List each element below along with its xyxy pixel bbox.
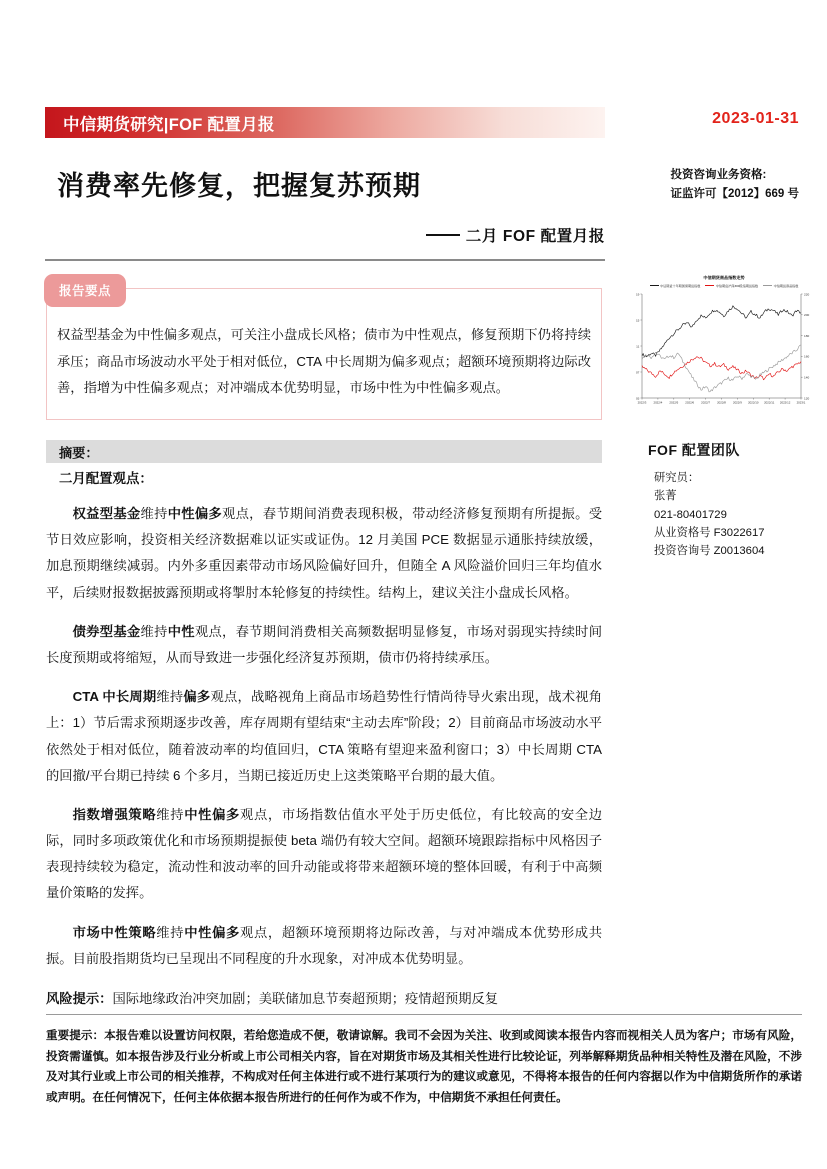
svg-text:03: 03: [635, 396, 640, 401]
svg-text:2022/6: 2022/6: [685, 400, 695, 405]
paragraph-body-equity-fund: 观点，春节期间消费表现积极，带动经济修复预期有所提振。受节日效应影响，投资相关经济数据难以证实或证伪。12 月美国 PCE 数据显示通胀持续放缓，加息预期继续减弱。内外多重因素带动市场风险偏好回升，但随全 A 风险溢价回归三年均值水平，后续财报数据披露预期或将掣肘本轮修复的持续性。结构上，建议关注小盘成长风格。: [46, 506, 603, 600]
chart-legend-label-0: 中证期货十年期国债期货指数: [660, 284, 701, 288]
team-practice-license: 从业资格号 F3022617: [654, 526, 765, 539]
subtitle-row: [57, 224, 605, 246]
chart-legend-item-1: [705, 283, 758, 288]
paragraph-market-neutral: [46, 920, 602, 972]
header-banner: [45, 107, 605, 138]
paragraph-lead-cta-medium-long: CTA 中长周期: [72, 689, 157, 705]
team-role-label: 研究员：: [654, 472, 700, 484]
paragraph-body-index-enhancement: 观点，市场指数估值水平处于历史低位，有比较高的安全边际，同时多项政策优化和市场预期提振使 beta 端仍有较大空间。超额环境跟踪指标中风格因子表现持续较为稳定，流动性和波动率的回升动能或将带来超额环境的整体回暖，有利于中高频量价策略的发挥。: [46, 806, 603, 901]
chart-legend-item-2: [763, 283, 798, 288]
svg-text:160: 160: [804, 354, 810, 359]
chart-legend-swatch-0: [650, 285, 659, 286]
paragraph-emphasis-bond-fund: 中性: [167, 623, 195, 639]
svg-text:2022/12: 2022/12: [779, 400, 791, 405]
report-highlights-badge: 报告要点: [44, 274, 126, 307]
svg-text:2022/10: 2022/10: [748, 400, 759, 405]
svg-text:2022/8: 2022/8: [717, 400, 726, 405]
footer-divider: [46, 1014, 802, 1015]
svg-text:180: 180: [804, 333, 810, 338]
paragraph-connector-cta-medium-long: 维持: [156, 689, 184, 705]
chart-legend-label-1: 中信期货沪深300股指期货指数: [715, 284, 759, 288]
paragraph-list: [46, 501, 602, 972]
commodity-index-chart: [625, 272, 823, 420]
paragraph-body-bond-fund: 观点，春节期间消费相关高频数据明显修复，市场对弱现实持续时间长度预期或将缩短，从而导致进一步强化经济复苏预期，债市仍将持续承压。: [46, 623, 603, 665]
fof-team-details: [654, 469, 823, 560]
paragraph-connector-bond-fund: 维持: [140, 623, 168, 639]
risk-warning-label: 风险提示：: [46, 991, 113, 1006]
svg-text:2022/7: 2022/7: [701, 400, 711, 405]
svg-text:2022/9: 2022/9: [732, 400, 742, 405]
paragraph-emphasis-index-enhancement: 中性偏多: [184, 806, 240, 822]
svg-text:2022/11: 2022/11: [764, 400, 775, 405]
svg-text:200: 200: [804, 313, 810, 318]
chart-svg: [625, 290, 823, 412]
chart-title: 中信期货商品指数走势: [703, 275, 745, 281]
team-phone: 021-80401729: [654, 508, 727, 521]
paragraph-bond-fund: [46, 619, 602, 671]
paragraph-lead-index-enhancement: 指数增强策略: [72, 806, 157, 822]
risk-warning-text: 国际地缘政治冲突加剧；美联储加息节奏超预期；疫情超预期反复: [112, 991, 499, 1006]
subtitle-dash-icon: [426, 234, 460, 236]
paragraph-lead-equity-fund: 权益型基金: [72, 506, 141, 521]
risk-warning: [46, 986, 602, 1012]
chart-plot-area: [625, 290, 823, 412]
qualification-line-1: 投资咨询业务资格:: [670, 169, 767, 181]
abstract-header-label: 摘要：: [59, 445, 99, 460]
qualification-line-2: 证监许可【2012】669 号: [670, 187, 799, 200]
paragraph-lead-bond-fund: 债券型基金: [72, 623, 141, 639]
svg-text:2022/3: 2022/3: [637, 400, 647, 405]
paragraph-connector-index-enhancement: 维持: [156, 806, 185, 822]
svg-text:11: 11: [636, 344, 640, 349]
chart-legend-label-2: 中信期货商品指数: [773, 284, 799, 288]
team-advisory-license: 投资咨询号 Z0013604: [654, 545, 765, 558]
svg-text:140: 140: [804, 375, 810, 380]
svg-text:2023/1: 2023/1: [796, 400, 806, 405]
paragraph-equity-fund: [46, 501, 602, 606]
fof-team-panel: [648, 440, 823, 560]
paragraph-emphasis-equity-fund: 中性偏多: [167, 506, 223, 521]
svg-text:2022/5: 2022/5: [669, 400, 679, 405]
chart-legend-swatch-2: [763, 285, 772, 286]
svg-text:120: 120: [804, 396, 810, 401]
qualification-block: [671, 166, 799, 204]
report-highlights-text: 权益型基金为中性偏多观点，可关注小盘成长风格；债市为中性观点，修复预期下仍将持续承压；商品市场波动水平处于相对低位，CTA 中长周期为偏多观点；超额环境预期将边际改善，指增为中性偏多观点；对冲端成本优势明显，市场中性为中性偏多观点。: [57, 327, 591, 396]
report-date: 2023-01-31: [712, 110, 799, 127]
team-researcher-name: 张菁: [654, 490, 677, 503]
title-divider: [45, 259, 605, 261]
header-banner-label: 中信期货研究|FOF 配置月报: [63, 115, 275, 134]
svg-text:15: 15: [635, 318, 640, 323]
fof-team-title: FOF 配置团队: [648, 442, 740, 458]
chart-legend-item-0: [650, 283, 701, 288]
abstract-header-bar: [46, 440, 602, 463]
page-title: 消费率先修复，把握复苏预期: [57, 171, 421, 201]
svg-text:220: 220: [804, 292, 810, 297]
page-subtitle: 二月 FOF 配置月报: [465, 228, 605, 245]
paragraph-emphasis-cta-medium-long: 偏多: [183, 689, 211, 705]
svg-text:19: 19: [635, 292, 640, 297]
paragraph-cta-medium-long: [46, 684, 602, 789]
paragraph-connector-market-neutral: 维持: [156, 924, 185, 940]
paragraph-body-cta-medium-long: 观点，战略视角上商品市场趋势性行情尚待导火索出现，战术视角上：1）节后需求预期逐步改善，库存周期有望结束“主动去库”阶段；2）目前商品市场波动水平依然处于相对低位，随着波动率的均值回归，CTA 策略有望迎来盈利窗口；3）中长周期 CTA 的回撤/平台期已持续 6 个多月，当期已接近历史上这类策略平台期的最大值。: [46, 689, 603, 783]
chart-legend-swatch-1: [705, 285, 714, 286]
svg-text:07: 07: [635, 370, 640, 375]
chart-legend: [625, 283, 823, 288]
paragraph-connector-equity-fund: 维持: [140, 506, 168, 521]
main-content: [46, 468, 602, 1012]
section-heading-february-view: 二月配置观点：: [59, 471, 153, 486]
paragraph-emphasis-market-neutral: 中性偏多: [184, 924, 240, 940]
footer-disclaimer: 重要提示：本报告难以设置访问权限，若给您造成不便，敬请谅解。我司不会因为关注、收到或阅读本报告内容而视相关人员为客户；市场有风险，投资需谨慎。如本报告涉及行业分析或上市公司相关内容，旨在对期货市场及其相关性进行比较论证，列举解释期货品种相关特性及潜在风险，不涉及对其行业或上市公司的相关推荐，不构成对任何主体进行或不进行某项行为的建议或意见，不得将本报告的任何内容据以作为中信期货所作的承诺或声明。在任何情况下，任何主体依据本报告所进行的任何作为或不作为，中信期货不承担任何责任。: [46, 1029, 802, 1104]
paragraph-index-enhancement: [46, 802, 602, 907]
paragraph-body-market-neutral: 观点，超额环境预期将边际改善，与对冲端成本优势形成共振。目前股指期货均已呈现出不同程度的升水现象，对冲成本优势明显。: [46, 924, 603, 966]
svg-text:2022/4: 2022/4: [653, 400, 663, 405]
paragraph-lead-market-neutral: 市场中性策略: [72, 924, 157, 940]
